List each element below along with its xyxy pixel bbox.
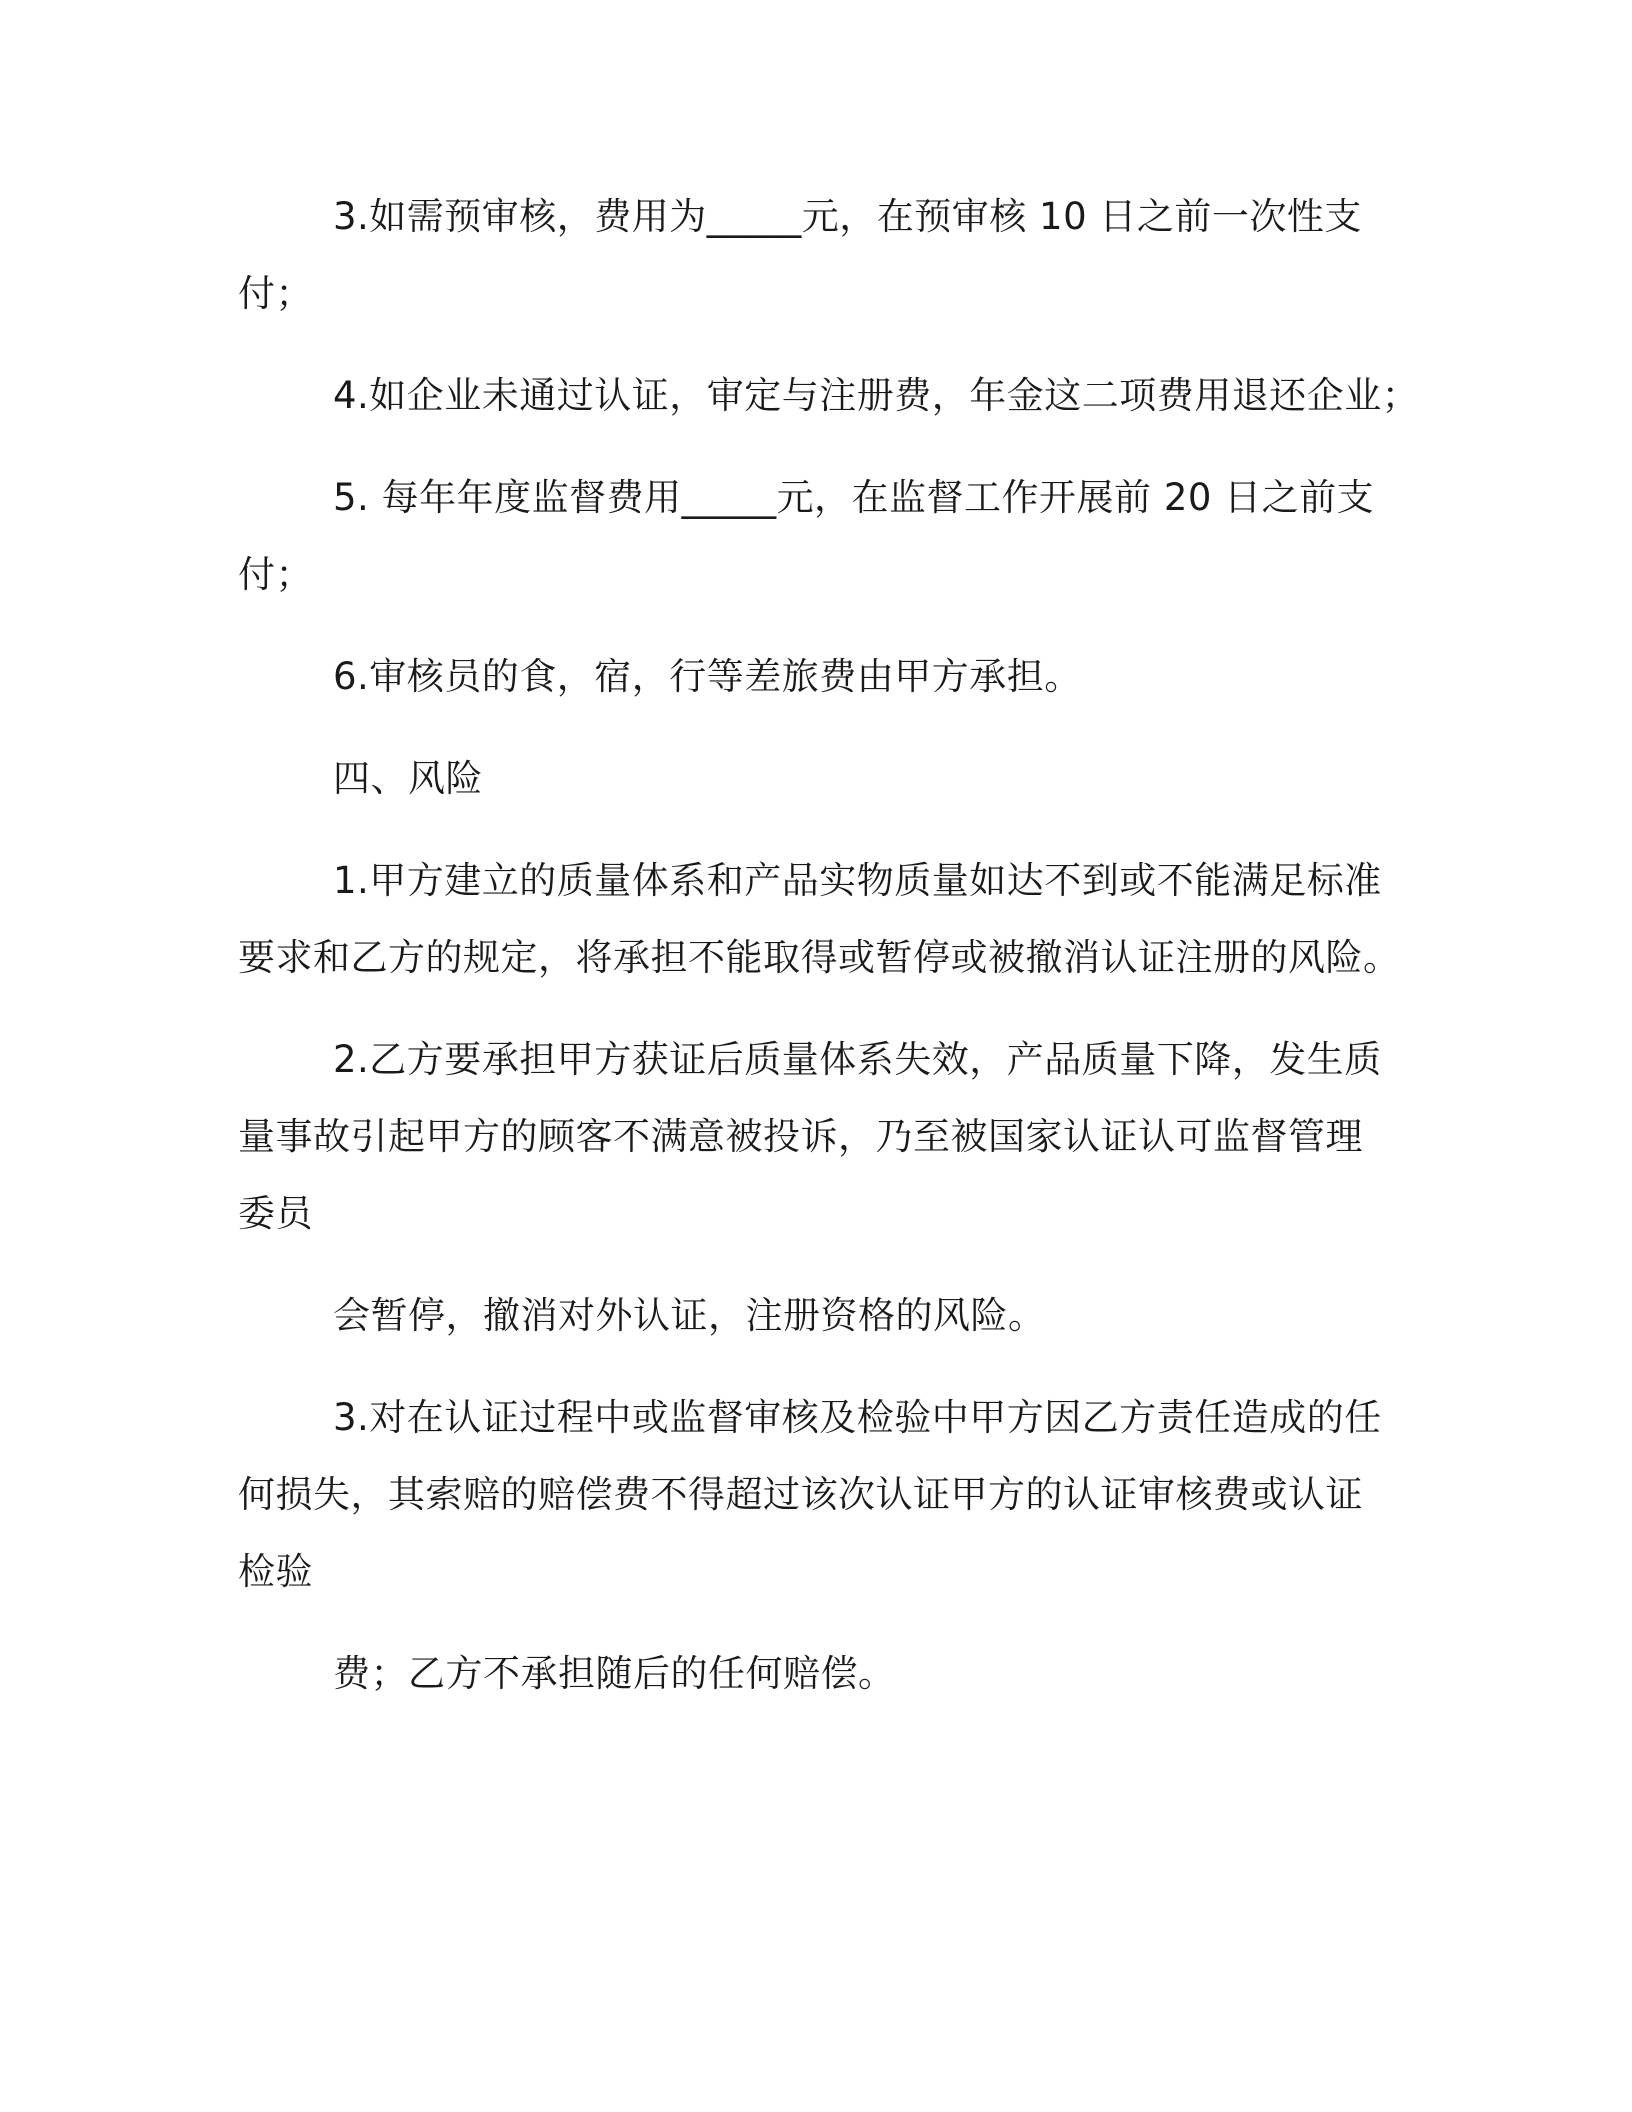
clause-4-line-1: 4.如企业未通过认证，审定与注册费，年金这二项费用退还企业； <box>333 374 1420 417</box>
risk-3-line-3: 检验 <box>238 1550 313 1593</box>
risk-2-line-3: 委员 <box>238 1192 313 1235</box>
risk-3-line-2: 何损失，其索赔的赔偿费不得超过该次认证甲方的认证审核费或认证 <box>238 1473 1363 1516</box>
clause-3-line-2: 付； <box>238 272 313 315</box>
section-heading-risk: 四、风险 <box>333 757 483 800</box>
clause-3-line-1: 3.如需预审核，费用为_____元，在预审核 10 日之前一次性支 <box>333 195 1362 238</box>
risk-3-line-4: 费；乙方不承担随后的任何赔偿。 <box>333 1652 896 1695</box>
risk-2-line-2: 量事故引起甲方的顾客不满意被投诉，乃至被国家认证认可监督管理 <box>238 1115 1363 1158</box>
clause-5-line-1: 5. 每年年度监督费用_____元，在监督工作开展前 20 日之前支 <box>333 476 1375 519</box>
clause-6-line-1: 6.审核员的食，宿，行等差旅费由甲方承担。 <box>333 655 1082 698</box>
risk-1-line-1: 1.甲方建立的质量体系和产品实物质量如达不到或不能满足标准 <box>333 859 1382 902</box>
risk-3-line-1: 3.对在认证过程中或监督审核及检验中甲方因乙方责任造成的任 <box>333 1396 1382 1439</box>
risk-2-line-1: 2.乙方要承担甲方获证后质量体系失效，产品质量下降，发生质 <box>333 1038 1382 1081</box>
risk-1-line-2: 要求和乙方的规定，将承担不能取得或暂停或被撤消认证注册的风险。 <box>238 936 1401 979</box>
risk-2-line-4: 会暂停，撤消对外认证，注册资格的风险。 <box>333 1294 1046 1337</box>
clause-5-line-2: 付； <box>238 553 313 596</box>
